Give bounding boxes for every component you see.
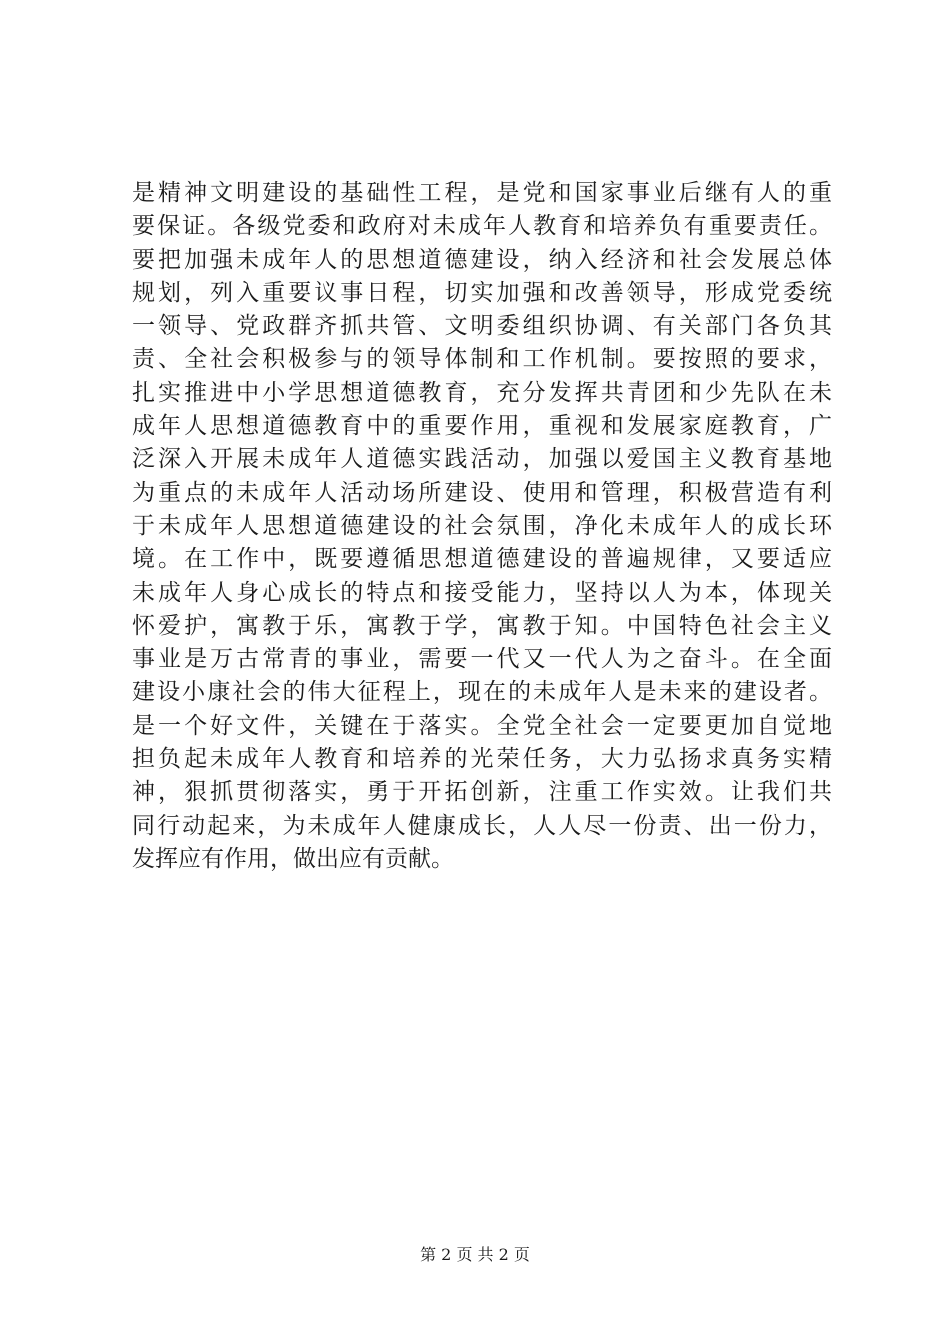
text-line: 泛深入开展未成年人道德实践活动，加强以爱国主义教育基地 xyxy=(132,446,832,473)
text-line: 为重点的未成年人活动场所建设、使用和管理，积极营造有利 xyxy=(132,479,832,506)
text-line: 责、全社会积极参与的领导体制和工作机制。要按照的要求， xyxy=(132,346,832,373)
text-line: 是精神文明建设的基础性工程，是党和国家事业后继有人的重 xyxy=(132,180,832,206)
text-line: 是一个好文件，关键在于落实。全党全社会一定要更加自觉地 xyxy=(132,712,832,739)
text-line: 同行动起来，为未成年人健康成长，人人尽一份责、出一份力， xyxy=(132,812,832,839)
text-line: 发挥应有作用，做出应有贡献。 xyxy=(132,845,454,872)
text-line: 一领导、党政群齐抓共管、文明委组织协调、有关部门各负其 xyxy=(132,313,832,340)
text-line: 境。在工作中，既要遵循思想道德建设的普遍规律，又要适应 xyxy=(132,546,832,573)
text-line: 要把加强未成年人的思想道德建设，纳入经济和社会发展总体 xyxy=(132,246,832,273)
page-number-label: 第 2 页 共 2 页 xyxy=(420,1245,530,1264)
body-text xyxy=(132,177,832,876)
page-footer xyxy=(0,1245,950,1265)
text-line: 成年人思想道德教育中的重要作用，重视和发展家庭教育，广 xyxy=(132,413,832,440)
text-line: 建设小康社会的伟大征程上，现在的未成年人是未来的建设者。 xyxy=(132,679,832,706)
text-line: 规划，列入重要议事日程，切实加强和改善领导，形成党委统 xyxy=(132,279,832,306)
text-line: 扎实推进中小学思想道德教育，充分发挥共青团和少先队在未 xyxy=(132,379,832,406)
text-line: 担负起未成年人教育和培养的光荣任务，大力弘扬求真务实精 xyxy=(132,746,832,773)
text-line: 未成年人身心成长的特点和接受能力，坚持以人为本，体现关 xyxy=(132,579,832,606)
text-line: 于未成年人思想道德建设的社会氛围，净化未成年人的成长环 xyxy=(132,512,832,539)
text-line: 事业是万古常青的事业，需要一代又一代人为之奋斗。在全面 xyxy=(132,646,832,673)
text-line: 神，狠抓贯彻落实，勇于开拓创新，注重工作实效。让我们共 xyxy=(132,779,832,806)
text-line: 要保证。各级党委和政府对未成年人教育和培养负有重要责任。 xyxy=(132,213,832,240)
text-line: 怀爱护，寓教于乐，寓教于学，寓教于知。中国特色社会主义 xyxy=(132,612,832,639)
